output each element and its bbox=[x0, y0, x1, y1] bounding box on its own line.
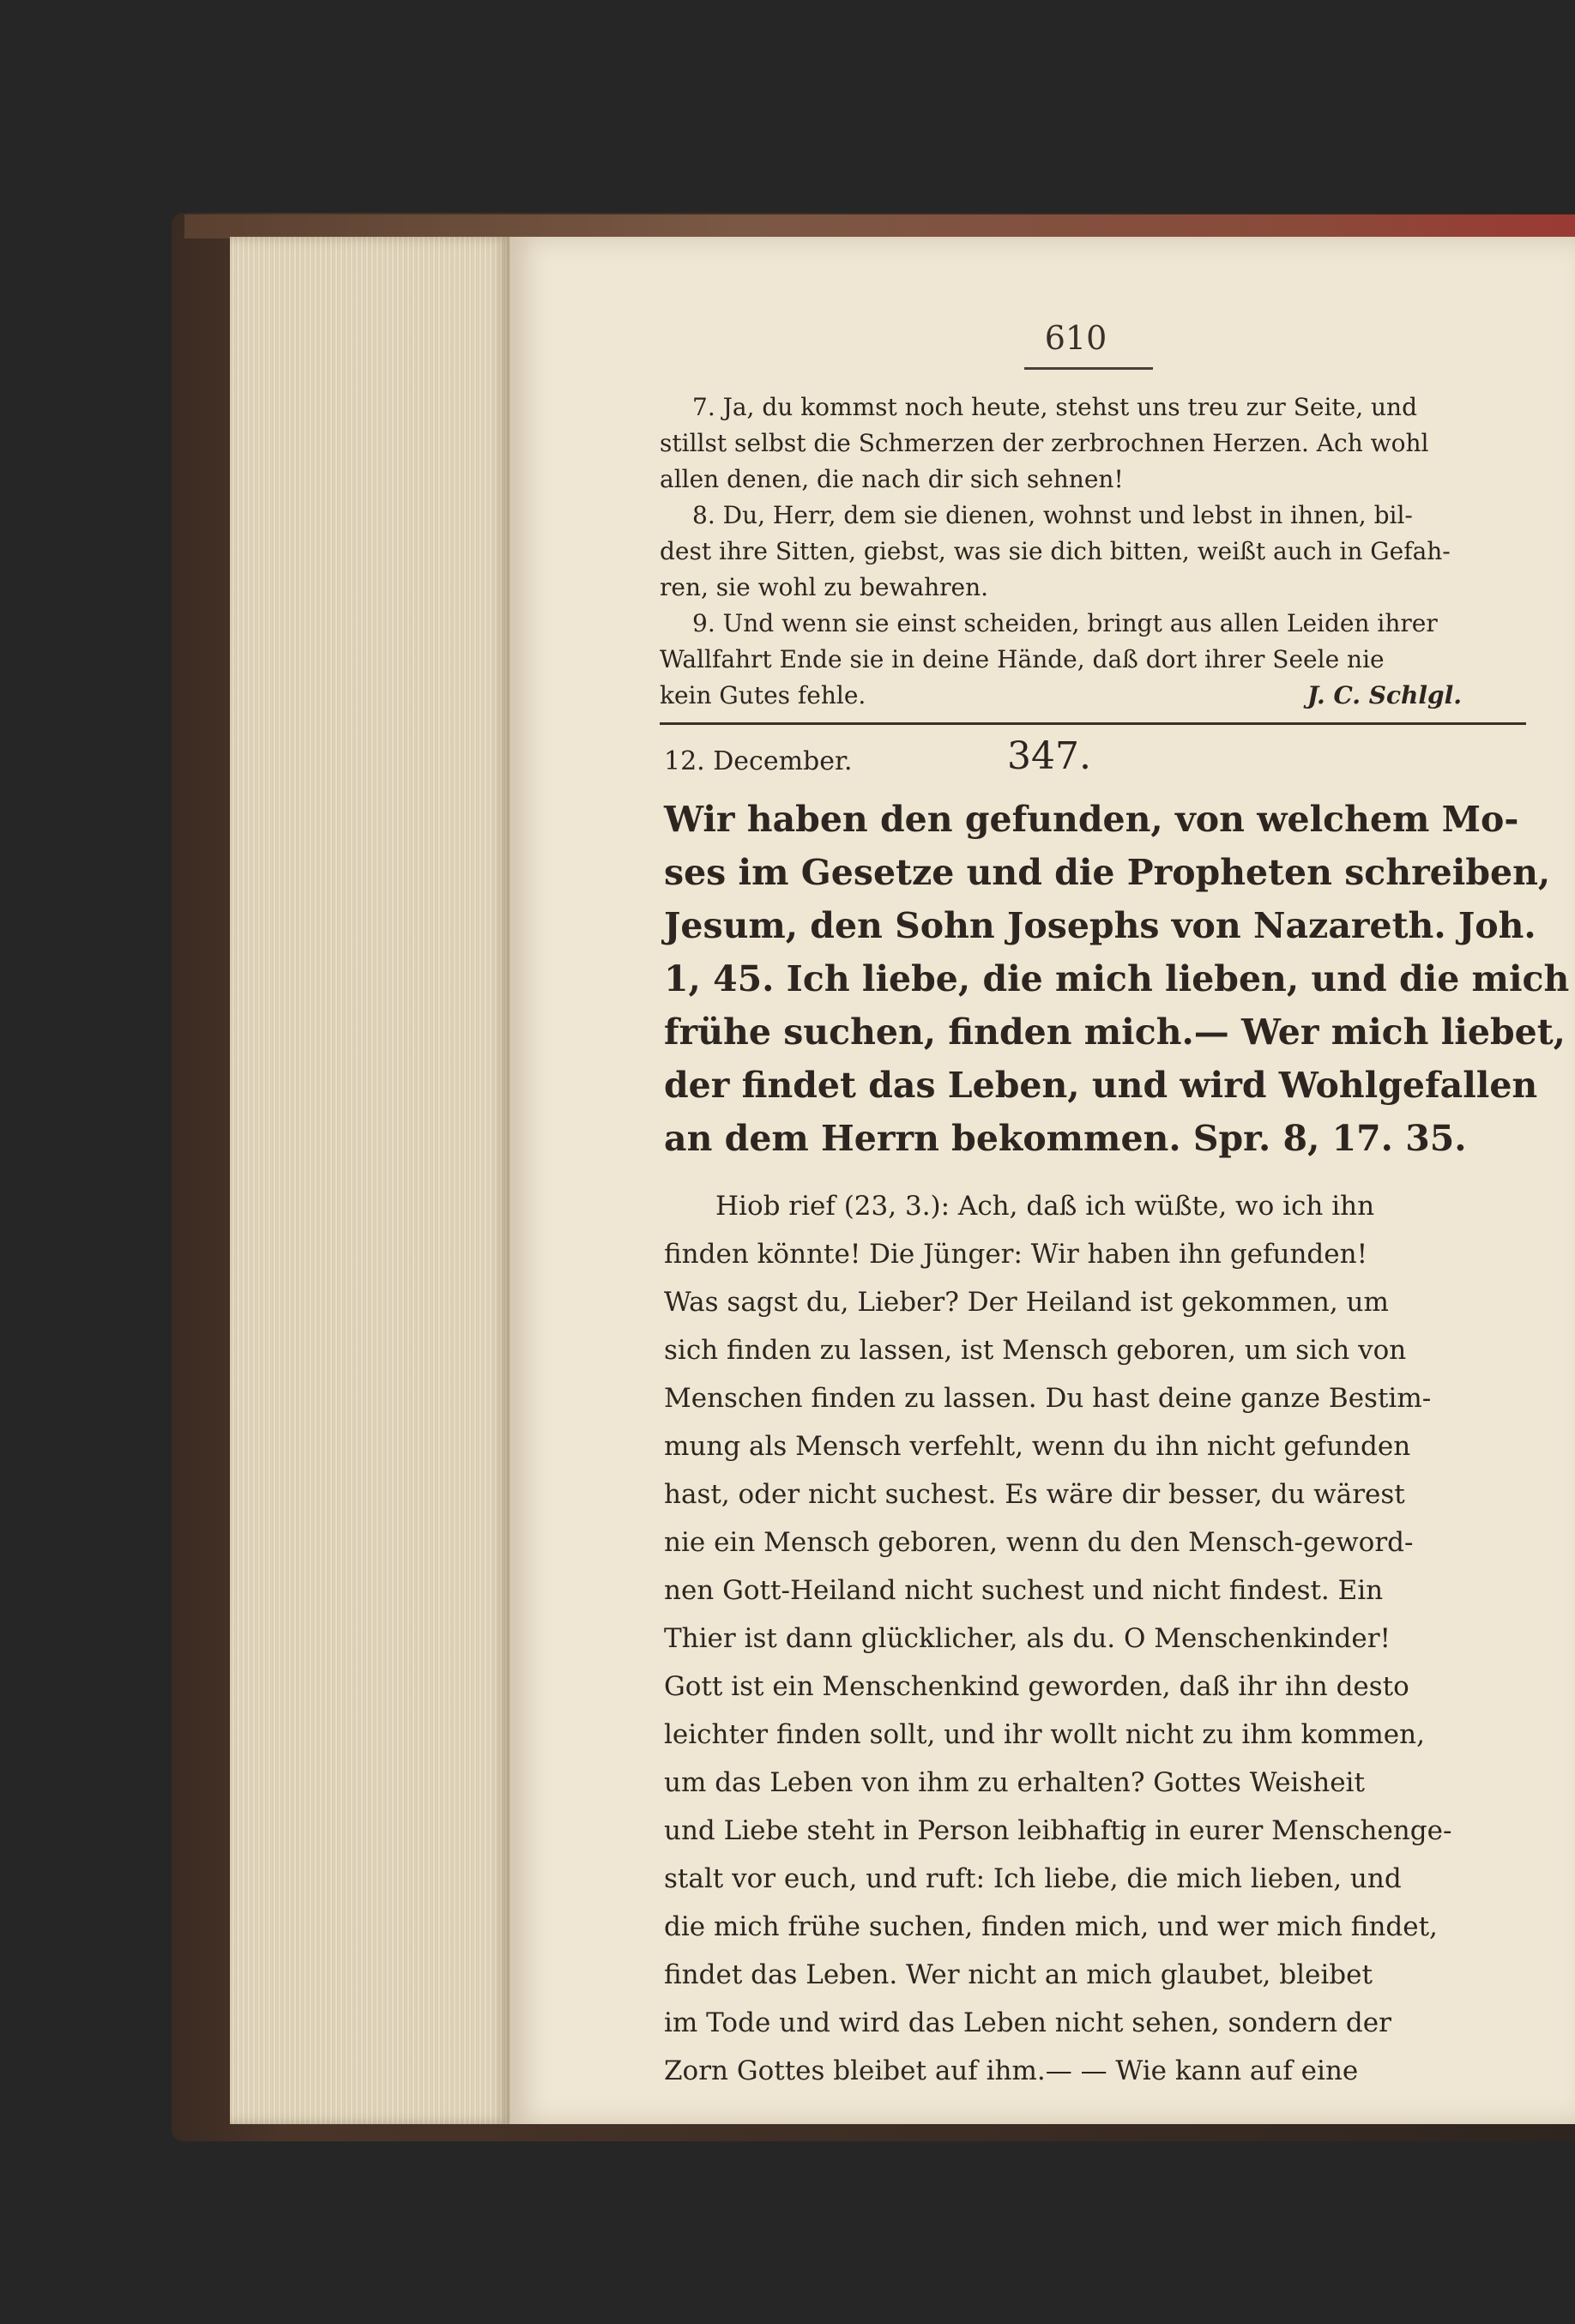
section-divider bbox=[660, 722, 1526, 725]
body-line: nen Gott-Heiland nicht suchest und nicht findest. Ein bbox=[664, 1575, 1384, 1606]
motto-line: der findet das Leben, und wird Wohlgefallen bbox=[664, 1065, 1538, 1106]
body-line: die mich frühe suchen, finden mich, und wer mich findet, bbox=[664, 1911, 1438, 1942]
verse-line: Wallfahrt Ende sie in deine Hände, daß dort ihrer Seele nie bbox=[660, 645, 1385, 673]
body-line: um das Leben von ihm zu erhalten? Gottes Weisheit bbox=[664, 1767, 1365, 1798]
body-line: Was sagst du, Lieber? Der Heiland ist gekommen, um bbox=[664, 1287, 1389, 1318]
motto-line: frühe suchen, finden mich.— Wer mich liebet, bbox=[664, 1011, 1566, 1053]
verse-line: 8. Du, Herr, dem sie dienen, wohnst und lebst in ihnen, bil- bbox=[692, 501, 1413, 529]
verse-closing-row bbox=[660, 678, 1462, 714]
body-line: Thier ist dann glücklicher, als du. O Menschenkinder! bbox=[664, 1623, 1391, 1654]
body-line: Gott ist ein Menschenkind geworden, daß ihr ihn desto bbox=[664, 1671, 1409, 1702]
body-line: nie ein Mensch geboren, wenn du den Mensch-geword- bbox=[664, 1527, 1414, 1558]
motto-line: an dem Herrn bekommen. Spr. 8, 17. 35. bbox=[664, 1118, 1467, 1159]
motto-line: 1, 45. Ich liebe, die mich lieben, und die mich bbox=[664, 958, 1570, 999]
verse-line: allen denen, die nach dir sich sehnen! bbox=[660, 465, 1124, 493]
body-line: stalt vor euch, und ruft: Ich liebe, die mich lieben, und bbox=[664, 1863, 1402, 1894]
devotional-body bbox=[664, 1182, 1530, 2095]
verse-line: kein Gutes fehle. bbox=[660, 681, 866, 709]
page-number-rule bbox=[1024, 367, 1153, 370]
section-date: 12. December. bbox=[664, 746, 853, 776]
motto-line: Wir haben den gefunden, von welchem Mo- bbox=[664, 799, 1519, 840]
body-line: sich finden zu lassen, ist Mensch geboren, um sich von bbox=[664, 1335, 1407, 1366]
verse-line: dest ihre Sitten, giebst, was sie dich bitten, weißt auch in Gefah- bbox=[660, 537, 1451, 565]
section-number: 347. bbox=[1007, 734, 1091, 778]
verse-line: ren, sie wohl zu bewahren. bbox=[660, 573, 989, 601]
body-line: Zorn Gottes bleibet auf ihm.— — Wie kann auf eine bbox=[664, 2055, 1359, 2086]
body-line: findet das Leben. Wer nicht an mich glaubet, bleibet bbox=[664, 1959, 1373, 1990]
body-line: hast, oder nicht suchest. Es wäre dir besser, du wärest bbox=[664, 1479, 1405, 1510]
book-cover-top-edge bbox=[184, 214, 1575, 238]
scripture-motto bbox=[664, 793, 1570, 1165]
section-heading bbox=[664, 734, 1522, 786]
body-line: finden könnte! Die Jünger: Wir haben ihn gefunden! bbox=[664, 1239, 1368, 1270]
book-page bbox=[510, 237, 1575, 2124]
page-edges bbox=[230, 237, 510, 2124]
verse-line: stillst selbst die Schmerzen der zerbrochnen Herzen. Ach wohl bbox=[660, 429, 1429, 457]
motto-line: Jesum, den Sohn Josephs von Nazareth. Joh. bbox=[664, 905, 1536, 946]
body-line: Hiob rief (23, 3.): Ach, daß ich wüßte, wo ich ihn bbox=[715, 1191, 1375, 1222]
body-line: leichter finden sollt, und ihr wollt nicht zu ihm kommen, bbox=[664, 1719, 1425, 1750]
verse-line: 9. Und wenn sie einst scheiden, bringt aus allen Leiden ihrer bbox=[692, 609, 1438, 637]
page-number: 610 bbox=[1044, 319, 1107, 357]
hymn-author: J. C. Schlgl. bbox=[1306, 681, 1462, 709]
body-line: Menschen finden zu lassen. Du hast deine ganze Bestim- bbox=[664, 1383, 1432, 1414]
motto-line: ses im Gesetze und die Propheten schreiben, bbox=[664, 852, 1551, 893]
hymn-verses bbox=[660, 389, 1535, 714]
body-line: und Liebe steht in Person leibhaftig in eurer Menschenge- bbox=[664, 1815, 1452, 1846]
verse-line: 7. Ja, du kommst noch heute, stehst uns treu zur Seite, und bbox=[692, 393, 1418, 421]
body-line: im Tode und wird das Leben nicht sehen, sondern der bbox=[664, 2007, 1391, 2038]
body-line: mung als Mensch verfehlt, wenn du ihn nicht gefunden bbox=[664, 1431, 1411, 1462]
